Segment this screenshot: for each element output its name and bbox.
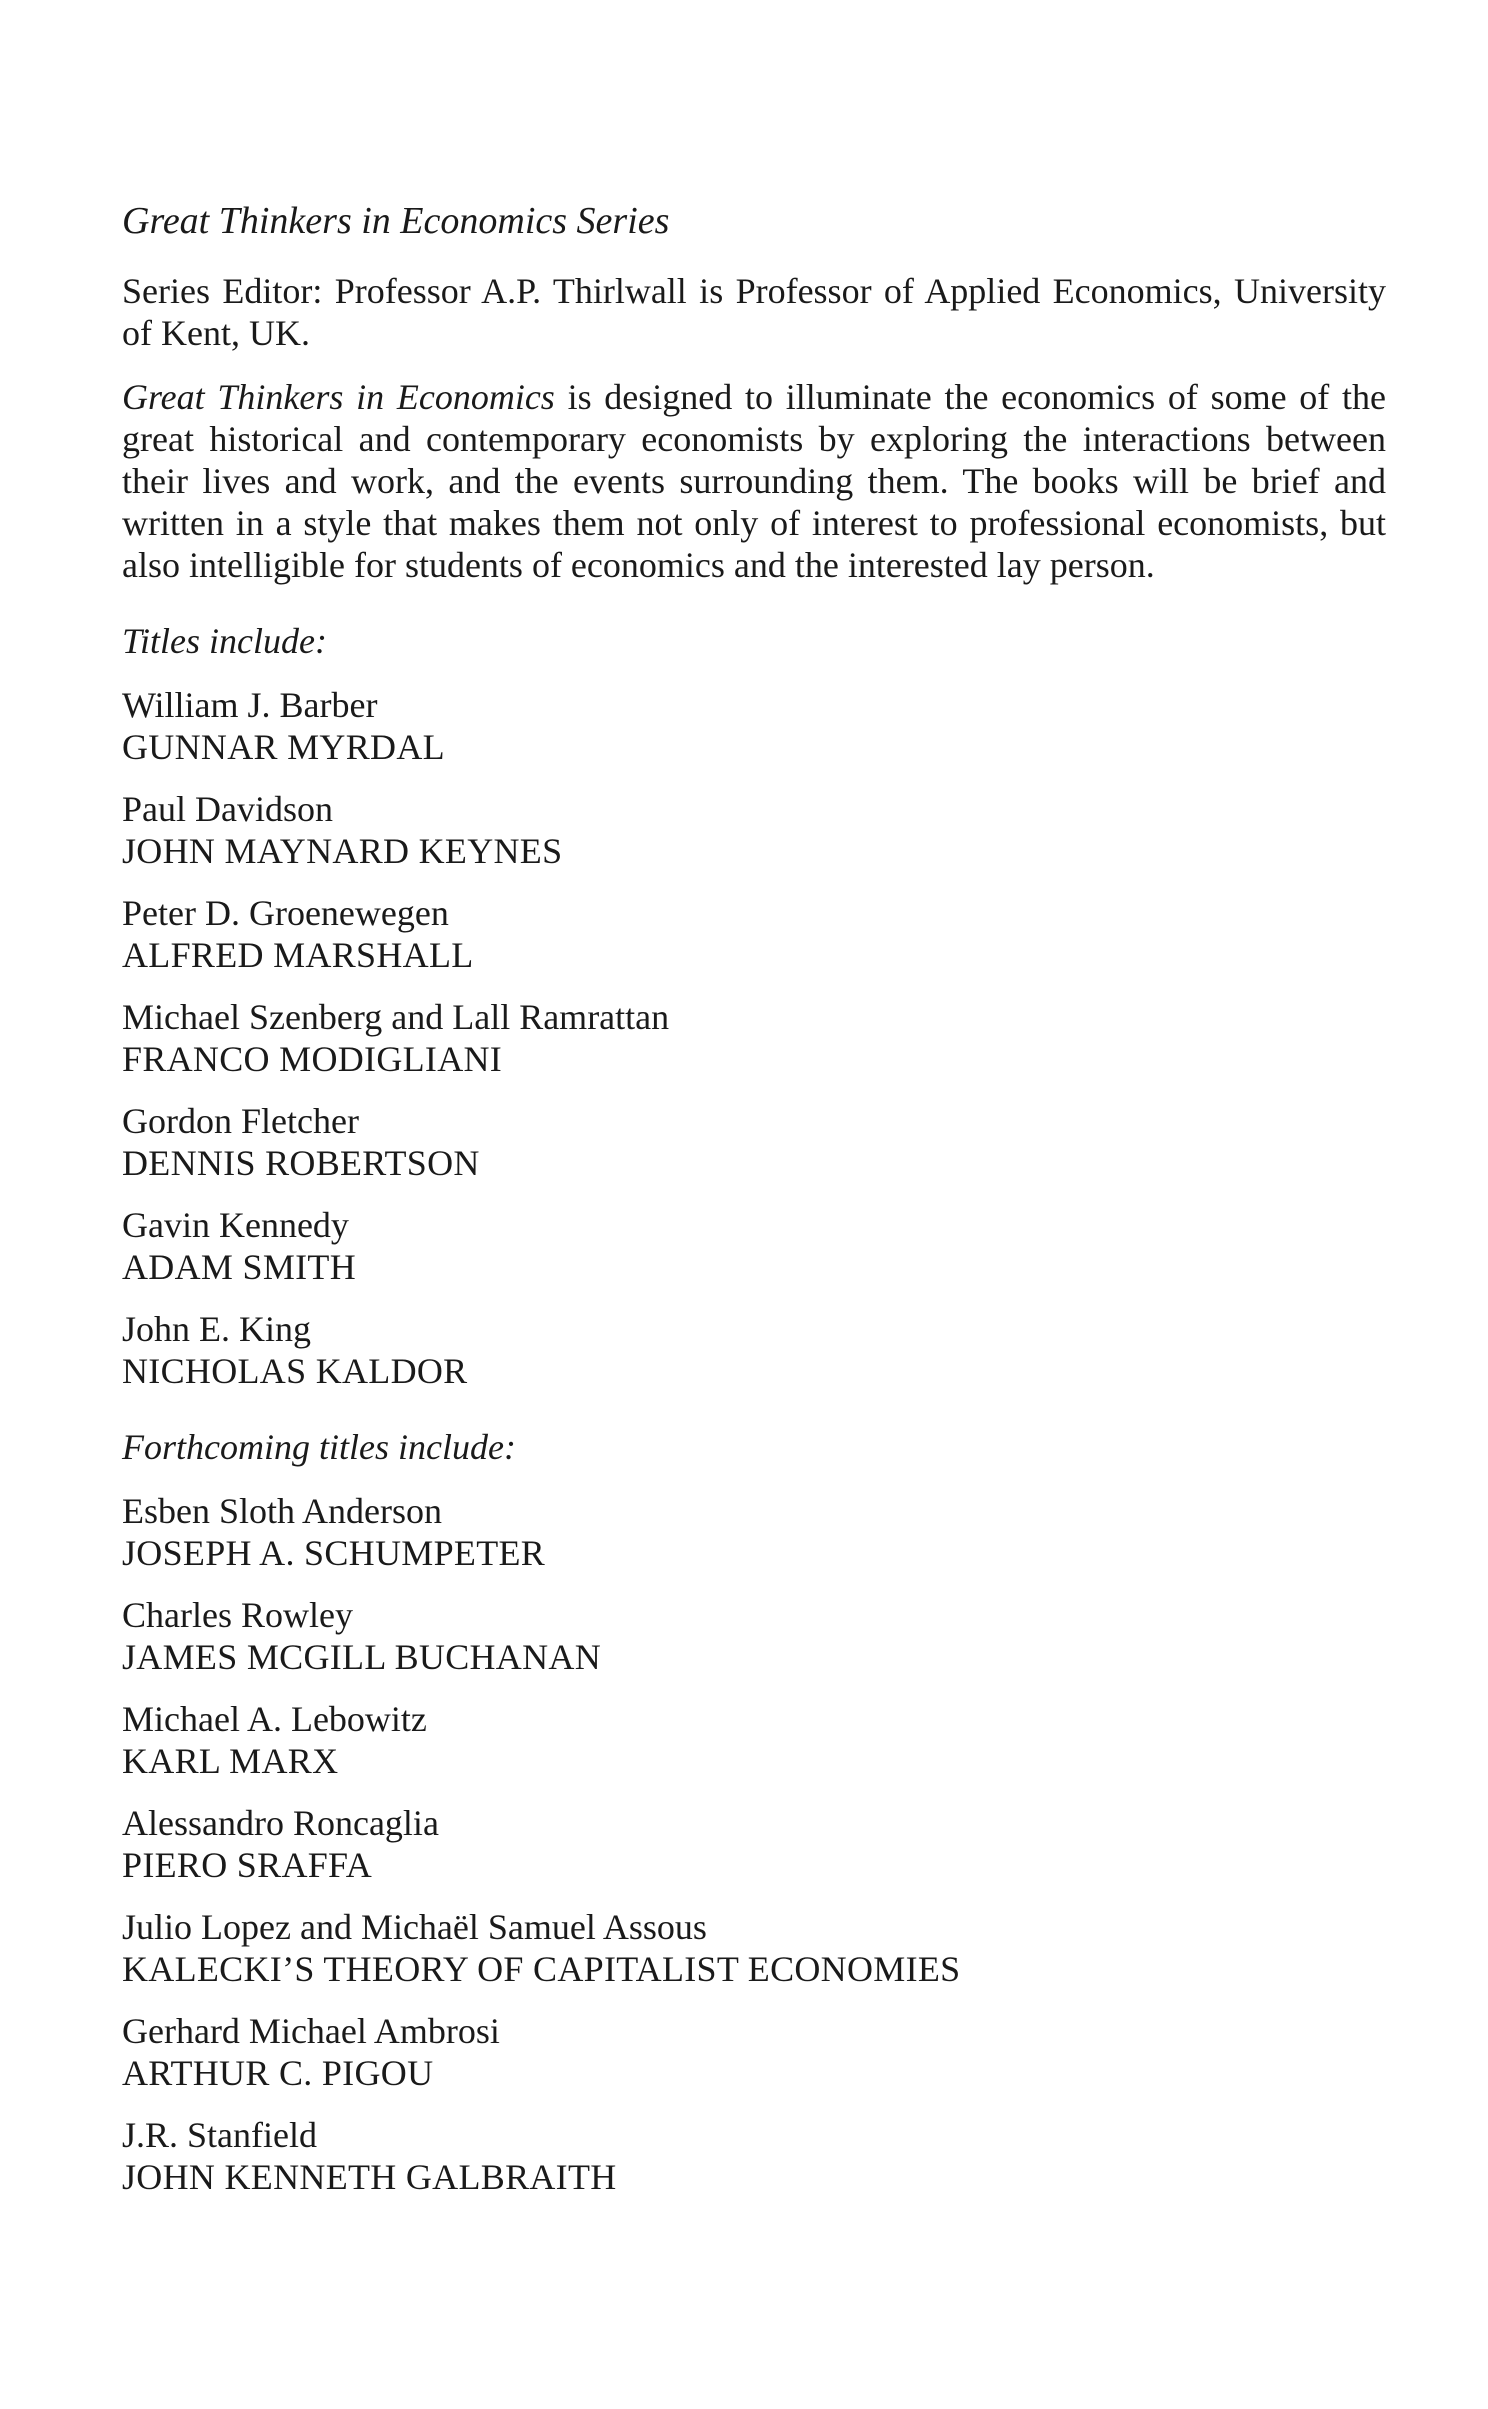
list-item [122,1308,1386,1392]
list-item [122,788,1386,872]
entry-book-title: DENNIS ROBERTSON [122,1143,480,1183]
entry-book-title: ALFRED MARSHALL [122,935,474,975]
entry-author: Paul Davidson [122,789,333,829]
list-item [122,996,1386,1080]
entry-author: Esben Sloth Anderson [122,1491,442,1531]
entry-book-title: NICHOLAS KALDOR [122,1351,468,1391]
list-item [122,2010,1386,2094]
entry-author: William J. Barber [122,685,378,725]
page-content [122,200,1386,2218]
entry-book-title: GUNNAR MYRDAL [122,727,445,767]
entry-book-title: JAMES MCGILL BUCHANAN [122,1637,601,1677]
list-item [122,1802,1386,1886]
list-item [122,684,1386,768]
list-item [122,1594,1386,1678]
entry-author: Julio Lopez and Michaël Samuel Assous [122,1907,707,1947]
entry-book-title: ADAM SMITH [122,1247,357,1287]
entry-book-title: JOHN KENNETH GALBRAITH [122,2157,617,2197]
list-item [122,1906,1386,1990]
series-title: Great Thinkers in Economics Series [122,200,670,242]
entry-book-title: FRANCO MODIGLIANI [122,1039,503,1079]
list-item [122,1490,1386,1574]
entry-author: Michael A. Lebowitz [122,1699,427,1739]
entry-book-title: KARL MARX [122,1741,339,1781]
entry-book-title: PIERO SRAFFA [122,1845,373,1885]
series-editor-line: Series Editor: Professor A.P. Thirlwall is Professor of Applied Economics, University of Kent, UK. [122,271,1386,353]
list-item [122,1204,1386,1288]
entry-author: Gerhard Michael Ambrosi [122,2011,500,2051]
list-item [122,892,1386,976]
entry-book-title: ARTHUR C. PIGOU [122,2053,434,2093]
titles-list [122,684,1386,1392]
list-item [122,2114,1386,2198]
entry-author: Gordon Fletcher [122,1101,359,1141]
list-item [122,1698,1386,1782]
titles-label: Titles include: [122,621,327,661]
entry-book-title: JOHN MAYNARD KEYNES [122,831,563,871]
entry-book-title: KALECKI’S THEORY OF CAPITALIST ECONOMIES [122,1949,961,1989]
entry-author: J.R. Stanfield [122,2115,317,2155]
entry-author: Michael Szenberg and Lall Ramrattan [122,997,670,1037]
entry-author: Charles Rowley [122,1595,353,1635]
entry-author: John E. King [122,1309,311,1349]
entry-author: Alessandro Roncaglia [122,1803,439,1843]
series-description-italic: Great Thinkers in Economics [122,377,555,417]
entry-book-title: JOSEPH A. SCHUMPETER [122,1533,546,1573]
forthcoming-label: Forthcoming titles include: [122,1427,516,1467]
entry-author: Peter D. Groenewegen [122,893,449,933]
series-description-text: is designed to illuminate the economics of some of the great historical and contemporary economists by exploring the interactions between their lives and work, and the events surrounding them. The books will be brief and written in a style that makes them not only of interest to professional economists, but also intelligible for students of economics and the interested lay person. [122,377,1386,585]
entry-author: Gavin Kennedy [122,1205,349,1245]
forthcoming-list [122,1490,1386,2198]
series-description [122,376,1386,586]
list-item [122,1100,1386,1184]
